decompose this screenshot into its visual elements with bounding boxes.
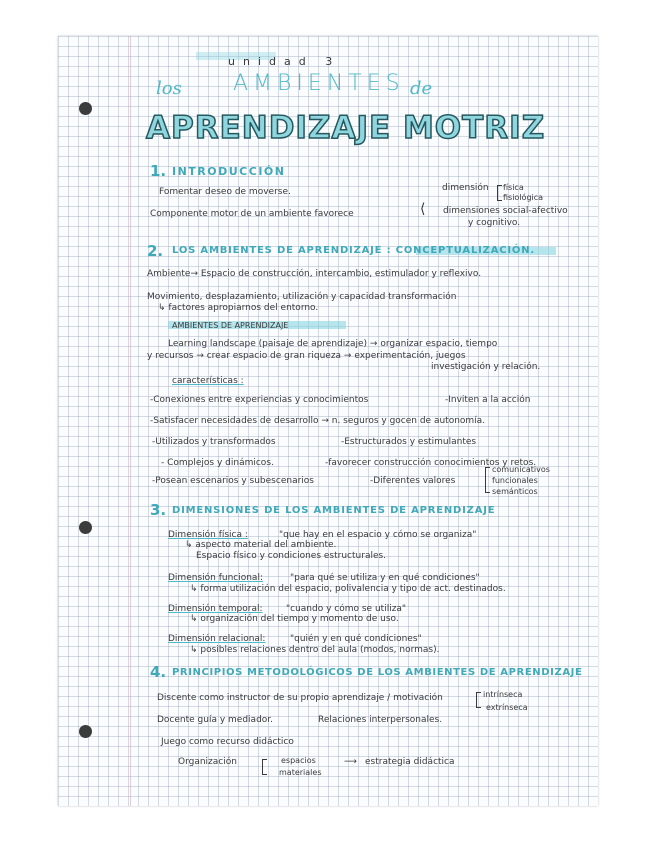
binder-hole (79, 521, 92, 534)
unit-label: unidad 3 (228, 55, 341, 68)
list-item: semánticos (492, 487, 538, 496)
note-line: "para qué se utiliza y en qué condiciones" (290, 573, 480, 583)
list-item: - Complejos y dinámicos. (161, 458, 274, 468)
note-line: Espacio físico y condiciones estructurales. (196, 551, 387, 561)
section-title: LOS AMBIENTES DE APRENDIZAJE : CONCEPTUALIZACIÓN. (172, 245, 535, 256)
arrow: ⟶ (344, 757, 357, 767)
list-item: -Conexiones entre experiencias y conocimientos (150, 395, 369, 405)
list-item: -Estructurados y estimulantes (341, 437, 477, 447)
note-line: Docente guía y mediador. (157, 715, 274, 725)
note-line: Ambiente→ Espacio de construcción, intercambio, estimulador y reflexivo. (147, 269, 482, 279)
note-line: extrínseca (486, 703, 528, 712)
margin-line (130, 36, 131, 806)
brace (476, 692, 481, 708)
note-line: "quién y en qué condiciones" (290, 634, 422, 644)
note-line: estrategia didáctica (365, 757, 455, 767)
section-number: 1. (150, 162, 167, 180)
note-line: dimensión (442, 183, 489, 193)
list-item: -Utilizados y transformados (152, 437, 276, 447)
brace (262, 759, 267, 775)
list-item: comunicativos (492, 465, 550, 474)
binder-hole (79, 725, 92, 738)
brace (497, 185, 502, 201)
note-line: intrínseca (483, 690, 523, 699)
title-ambientes: AMBIENTES (233, 71, 405, 96)
section-title: INTRODUCCIÓN (172, 165, 286, 178)
note-line: Movimiento, desplazamiento, utilización y capacidad transformación (147, 292, 457, 302)
arrow-bracket: ⟨ (420, 201, 426, 217)
page-title: APRENDIZAJE MOTRIZ (146, 110, 546, 146)
note-line: "que hay en el espacio y cómo se organiza" (279, 530, 477, 540)
subheading: características : (172, 376, 244, 386)
note-line: ↳ factores apropiarnos del entorno. (158, 303, 319, 313)
note-line: ↳ organización del tiempo y momento de uso. (190, 614, 399, 624)
note-line: "cuando y cómo se utiliza" (286, 604, 407, 614)
list-item: -Diferentes valores (370, 476, 456, 486)
dimension-label: Dimensión temporal: (168, 604, 263, 614)
note-line: física (503, 183, 524, 192)
section-title: DIMENSIONES DE LOS AMBIENTES DE APRENDIZAJE (172, 505, 496, 516)
list-item: -Posean escenarios y subescenarios (152, 476, 314, 486)
note-line: Fomentar deseo de moverse. (159, 187, 291, 197)
note-line: Juego como recurso didáctico (161, 737, 294, 747)
note-line: espacios (281, 756, 316, 765)
title-los: los (156, 78, 182, 99)
note-line: Discente como instructor de su propio aprendizaje / motivación (157, 693, 443, 703)
list-item: funcionales (492, 476, 538, 485)
note-line: Relaciones interpersonales. (318, 715, 443, 725)
title-de: de (410, 78, 433, 99)
dimension-label: Dimensión física : (168, 530, 248, 540)
section-number: 3. (150, 501, 167, 519)
section-number: 2. (147, 242, 164, 260)
note-line: ↳ posibles relaciones dentro del aula (modos, normas). (190, 645, 440, 655)
subheading: AMBIENTES DE APRENDIZAJE (172, 321, 289, 330)
note-line: ↳ aspecto material del ambiente. (185, 540, 337, 550)
note-line: Componente motor de un ambiente favorece (150, 209, 354, 219)
binder-hole (79, 102, 92, 115)
section-number: 4. (150, 663, 167, 681)
dimension-label: Dimensión funcional: (168, 573, 263, 583)
list-item: -Inviten a la acción (445, 395, 531, 405)
note-line: materiales (279, 768, 322, 777)
note-line: ↳ forma utilización del espacio, polivalencia y tipo de act. destinados. (190, 584, 506, 594)
list-item: -Satisfacer necesidades de desarrollo → n. seguros y gocen de autonomía. (150, 416, 486, 426)
dimension-label: Dimensión relacional: (168, 634, 266, 644)
note-line: y cognitivo. (468, 218, 521, 228)
brace (485, 467, 490, 493)
note-line: fisiológica (503, 193, 544, 202)
note-line: y recursos → crear espacio de gran riqueza → experimentación, juegos (147, 351, 466, 361)
note-line: Organización (178, 757, 237, 767)
section-title: PRINCIPIOS METODOLÓGICOS DE LOS AMBIENTES DE APRENDIZAJE (172, 667, 583, 678)
note-line: investigación y relación. (431, 362, 541, 372)
note-line: Learning landscape (paisaje de aprendizaje) → organizar espacio, tiempo (168, 339, 498, 349)
note-line: dimensiones social-afectivo (443, 206, 568, 216)
list-item: -favorecer construcción conocimientos y retos. (325, 458, 537, 468)
